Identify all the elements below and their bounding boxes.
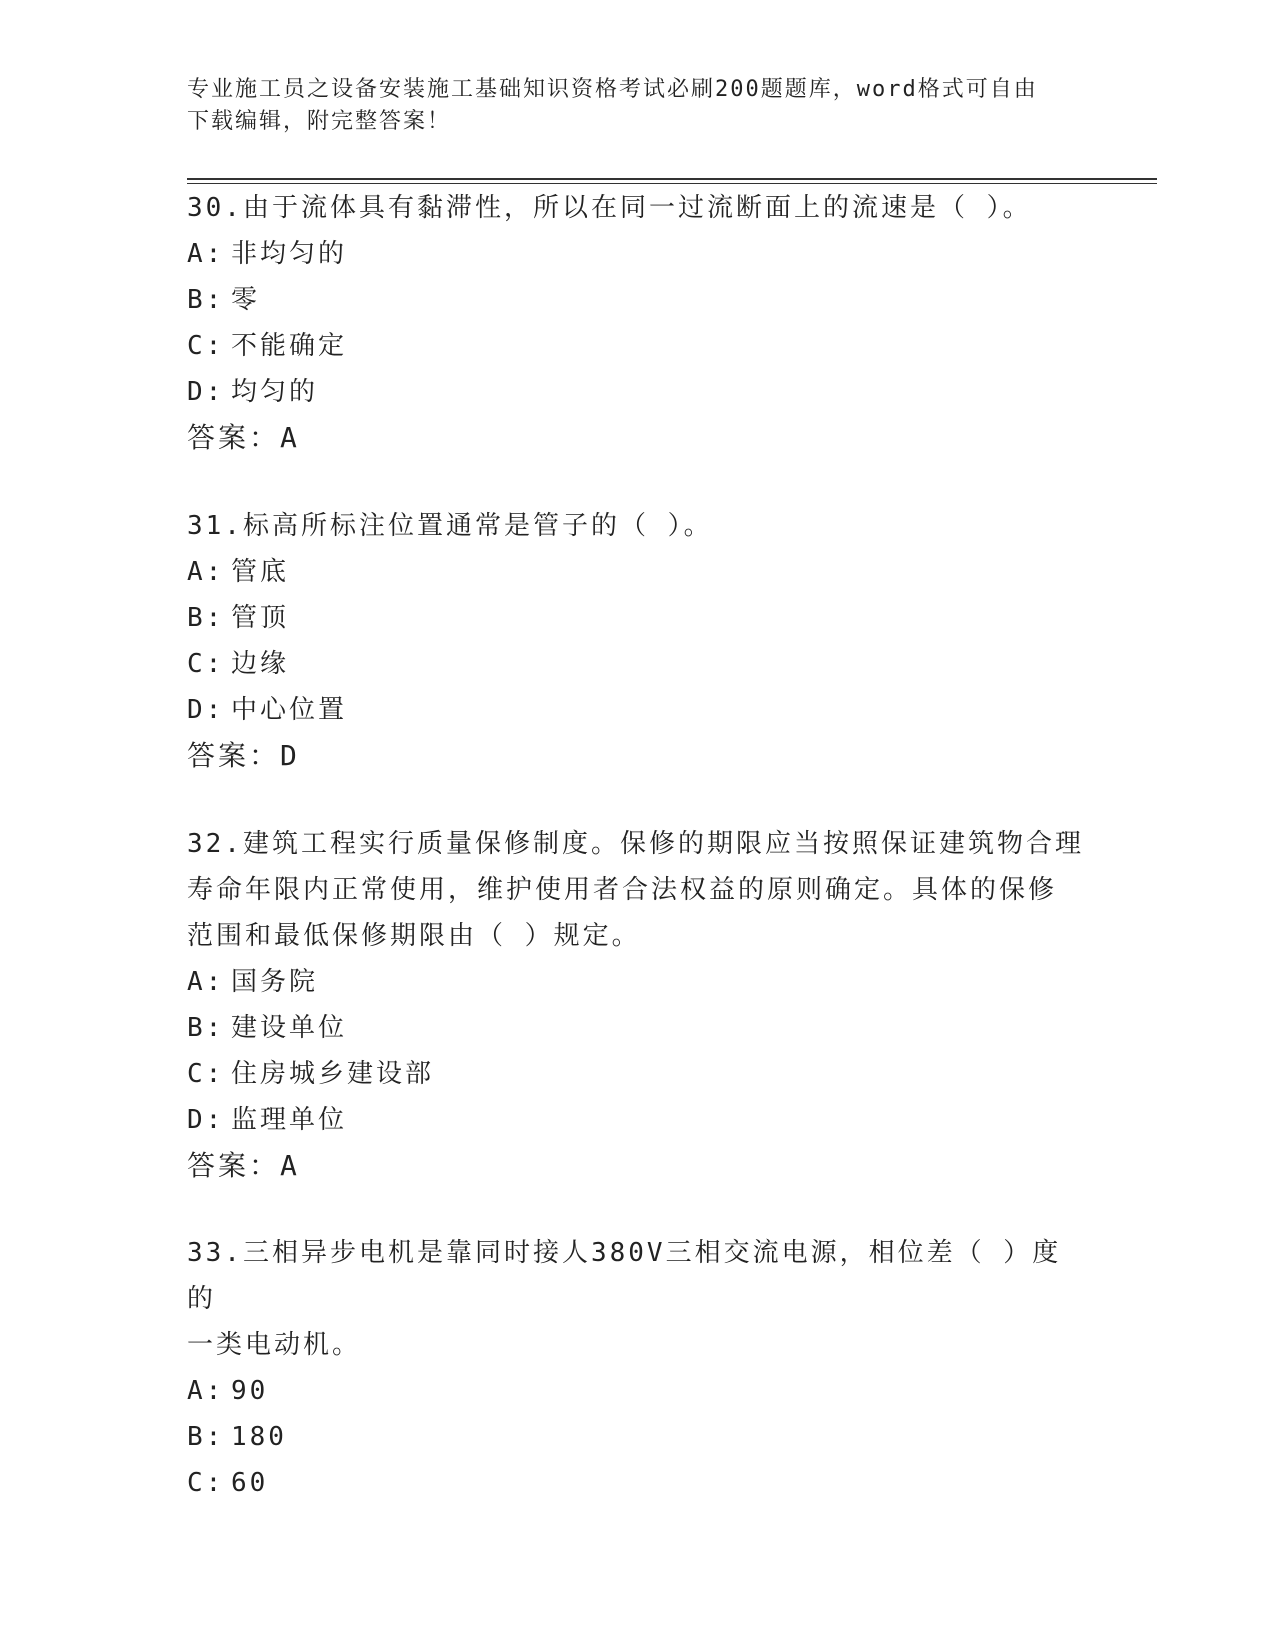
option-text: 非均匀的	[231, 239, 348, 269]
option-text: 180	[231, 1422, 287, 1452]
option-letter: D:	[187, 695, 225, 725]
option-letter: B:	[187, 285, 225, 315]
option-text: 60	[231, 1468, 269, 1498]
header-divider-top	[187, 178, 1157, 180]
answer: 答案：D	[187, 739, 300, 772]
option-a	[187, 549, 1087, 595]
option-text: 监理单位	[231, 1105, 348, 1135]
option-text: 国务院	[231, 967, 319, 997]
option-c	[187, 323, 1087, 369]
document-header	[187, 74, 1087, 138]
question-stem-line: 33.三相异步电机是靠同时接人380V三相交流电源，相位差（ ）度的	[187, 1238, 1062, 1314]
option-b	[187, 595, 1087, 641]
option-d	[187, 369, 1087, 415]
option-a	[187, 1368, 1087, 1414]
option-a	[187, 959, 1087, 1005]
question-stem-line: 寿命年限内正常使用，维护使用者合法权益的原则确定。具体的保修	[187, 875, 1058, 905]
option-letter: A:	[187, 557, 225, 587]
answer: 答案：A	[187, 1149, 300, 1182]
option-letter: A:	[187, 1376, 225, 1406]
option-letter: B:	[187, 603, 225, 633]
option-text: 管顶	[231, 603, 290, 633]
question-stem: 30.由于流体具有黏滞性，所以在同一过流断面上的流速是（ ）。	[187, 193, 1032, 223]
header-line-2: 下载编辑，附完整答案！	[187, 109, 452, 134]
option-text: 建设单位	[231, 1013, 348, 1043]
option-letter: C:	[187, 1468, 225, 1498]
option-text: 均匀的	[231, 377, 319, 407]
header-line-1: 专业施工员之设备安装施工基础知识资格考试必刷200题题库，word格式可自由	[187, 77, 1038, 102]
option-letter: B:	[187, 1422, 225, 1452]
option-c	[187, 641, 1087, 687]
option-letter: C:	[187, 331, 225, 361]
option-letter: D:	[187, 1105, 225, 1135]
option-d	[187, 1097, 1087, 1143]
option-letter: B:	[187, 1013, 225, 1043]
question-30	[187, 185, 1087, 461]
option-c	[187, 1460, 1087, 1506]
option-d	[187, 687, 1087, 733]
answer: 答案：A	[187, 421, 300, 454]
option-b	[187, 1005, 1087, 1051]
question-stem-line: 一类电动机。	[187, 1330, 362, 1360]
option-b	[187, 277, 1087, 323]
option-text: 中心位置	[231, 695, 348, 725]
option-text: 边缘	[231, 649, 290, 679]
option-text: 管底	[231, 557, 290, 587]
option-text: 零	[231, 285, 261, 315]
question-31	[187, 503, 1087, 779]
option-letter: C:	[187, 1059, 225, 1089]
header-divider-bottom	[187, 183, 1157, 184]
option-letter: D:	[187, 377, 225, 407]
option-c	[187, 1051, 1087, 1097]
option-text: 住房城乡建设部	[231, 1059, 435, 1089]
question-stem-line: 32.建筑工程实行质量保修制度。保修的期限应当按照保证建筑物合理	[187, 829, 1084, 859]
option-b	[187, 1414, 1087, 1460]
option-text: 不能确定	[231, 331, 348, 361]
option-text: 90	[231, 1376, 269, 1406]
question-33	[187, 1230, 1087, 1506]
option-letter: C:	[187, 649, 225, 679]
option-letter: A:	[187, 239, 225, 269]
option-a	[187, 231, 1087, 277]
question-32	[187, 821, 1087, 1189]
option-letter: A:	[187, 967, 225, 997]
question-stem-line: 范围和最低保修期限由（ ）规定。	[187, 921, 641, 951]
question-stem: 31.标高所标注位置通常是管子的（ ）。	[187, 511, 713, 541]
